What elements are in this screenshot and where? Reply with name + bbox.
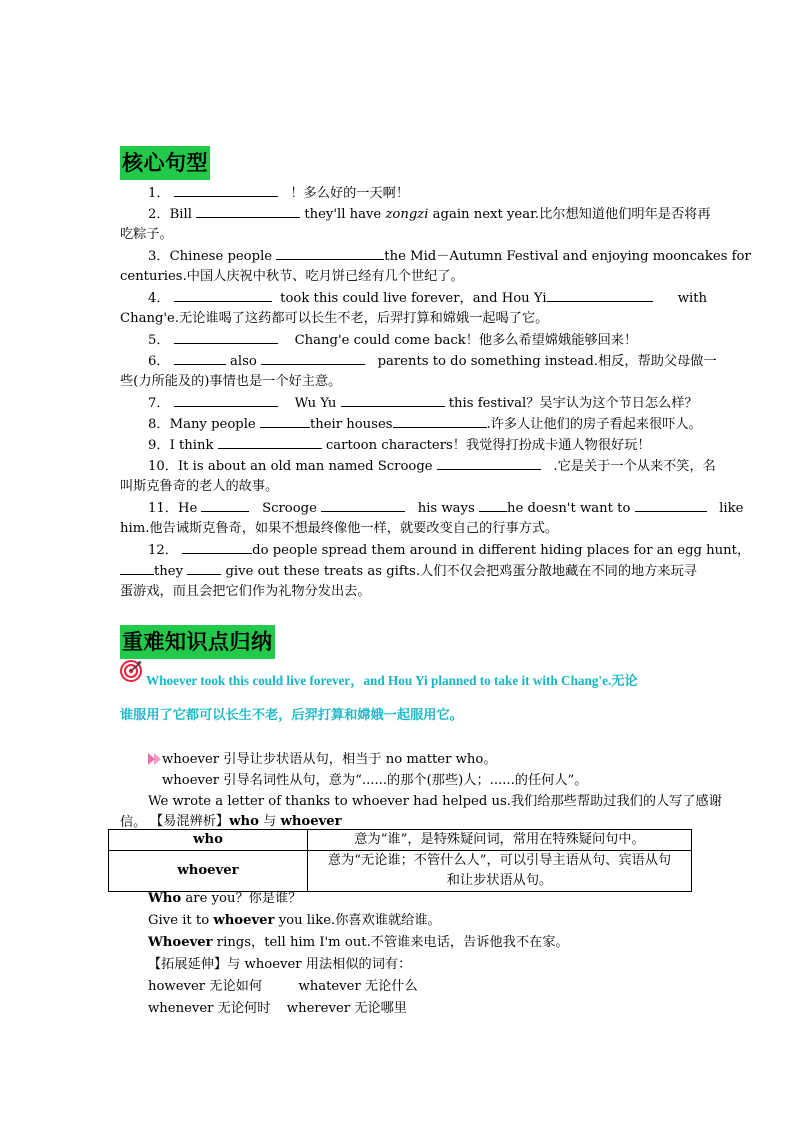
extend-heading: 【拓展延伸】与 whoever 用法相似的词有： <box>148 957 412 972</box>
answer-blank <box>261 350 365 365</box>
answer-blank <box>393 413 487 428</box>
answer-blank <box>174 329 278 344</box>
answer-blank <box>174 182 278 197</box>
table-cell-desc: 意为“谁”，是特殊疑问词，常用在特殊疑问句中。 <box>308 830 692 851</box>
sentence-10-cont: 叫斯克鲁奇的老人的故事。 <box>120 479 279 494</box>
comparison-table <box>108 829 692 892</box>
sentence-3-cont: centuries.中国人庆祝中秋节、吃月饼已经有几个世纪了。 <box>120 269 464 284</box>
sentence-11: 11．He Scrooge his ways he doesn't want to like <box>148 497 682 519</box>
sentence-4-cont: Chang'e.无论谁喝了这药都可以长生不老，后羿打算和嫦娥一起喝了它。 <box>120 311 549 326</box>
table-cell-word: whoever <box>109 851 308 892</box>
answer-blank <box>120 560 154 575</box>
sentence-10: 10．It is about an old man named Scrooge .它是关于一个从来不笑，名 <box>148 455 682 477</box>
similar-words-1: however 无论如何 whatever 无论什么 <box>148 979 418 994</box>
sentence-12: 12． do people spread them around in different hiding places for an egg hunt， <box>148 539 682 561</box>
sentence-2: 2．Bill they'll have zongzi again next year.比尔想知道他们明年是否将再 <box>148 203 682 225</box>
sentence-6-cont: 些(力所能及的)事情也是一个好主意。 <box>120 374 342 389</box>
note-whoever-nominal: whoever 引导名词性从句，意为“......的那个(那些)人；......的任何人”。 <box>162 773 588 788</box>
sentence-12-cont: they give out these treats as gifts.人们不仅会把鸡蛋分散地藏在不同的地方来玩寻 <box>120 560 682 582</box>
example-who: Who are you？你是谁？ <box>148 891 302 906</box>
answer-blank <box>260 413 310 428</box>
answer-blank <box>341 392 445 407</box>
sentence-9: 9．I think cartoon characters！我觉得打扮成卡通人物很好玩！ <box>148 434 682 456</box>
answer-blank <box>321 497 405 512</box>
example-rings: Whoever rings，tell him I'm out.不管谁来电话，告诉他我不在家。 <box>148 935 569 950</box>
answer-blank <box>218 434 322 449</box>
key-sentence-cn: 谁服用了它都可以长生不老，后羿打算和嫦娥一起服用它。 <box>120 708 463 723</box>
sentence-8: 8．Many people their houses .许多人让他们的房子看起来很吓人。 <box>148 413 682 435</box>
answer-blank <box>635 497 707 512</box>
answer-blank <box>547 287 653 302</box>
note-whoever-concessive: whoever 引导让步状语从句，相当于 no matter who。 <box>162 752 497 767</box>
sentence-6: 6． also parents to do something instead.相反，帮助父母做一 <box>148 350 682 372</box>
table-cell-word: who <box>109 830 308 851</box>
answer-blank <box>196 203 300 218</box>
table-row <box>109 830 692 851</box>
similar-words-2: whenever 无论何时 wherever 无论哪里 <box>148 1001 407 1016</box>
answer-blank <box>182 539 252 554</box>
example-give: Give it to whoever you like.你喜欢谁就给谁。 <box>148 913 441 928</box>
arrow-icon <box>148 752 162 766</box>
answer-blank <box>201 497 249 512</box>
answer-blank <box>174 287 272 302</box>
table-cell-desc: 意为“无论谁；不管什么人”，可以引导主语从句、宾语从句 和让步状语从句。 <box>308 851 692 892</box>
section-title-core-sentences: 核心句型 <box>120 146 210 180</box>
sentence-2-cont: 吃粽子。 <box>120 227 173 242</box>
sentence-3: 3．Chinese people the Mid－Autumn Festival and enjoying mooncakes for <box>148 245 682 267</box>
sentence-4: 4． took this could live forever，and Hou Yi with <box>148 287 682 309</box>
sentence-12-cont2: 蛋游戏，而且会把它们作为礼物分发出去。 <box>120 584 371 599</box>
answer-blank <box>174 350 226 365</box>
example-sentence-1: We wrote a letter of thanks to whoever had helped us.我们给那些帮助过我们的人写了感谢 <box>148 794 722 809</box>
compare-label: 【易混辨析】who 与 whoever <box>150 814 342 829</box>
target-icon <box>120 660 142 682</box>
sentence-1: 1． ！多么好的一天啊！ <box>148 182 682 204</box>
sentence-11-cont: him.他告诫斯克鲁奇，如果不想最终像他一样，就要改变自己的行事方式。 <box>120 521 559 536</box>
sentence-5: 5． Chang'e could come back！他多么希望嫦娥能够回来！ <box>148 329 682 351</box>
answer-blank <box>187 560 221 575</box>
answer-blank <box>276 245 384 260</box>
example-sentence-1-cont: 信。 <box>120 815 147 830</box>
answer-blank <box>479 497 507 512</box>
table-row <box>109 851 692 892</box>
section-title-key-points: 重难知识点归纳 <box>120 625 275 659</box>
answer-blank <box>174 392 278 407</box>
key-sentence-en: Whoever took this could live forever，and Hou Yi planned to take it with Chang'e.无论 <box>146 673 638 689</box>
sentence-7: 7． Wu Yu this festival？吴宇认为这个节日怎么样？ <box>148 392 682 414</box>
answer-blank <box>437 455 541 470</box>
